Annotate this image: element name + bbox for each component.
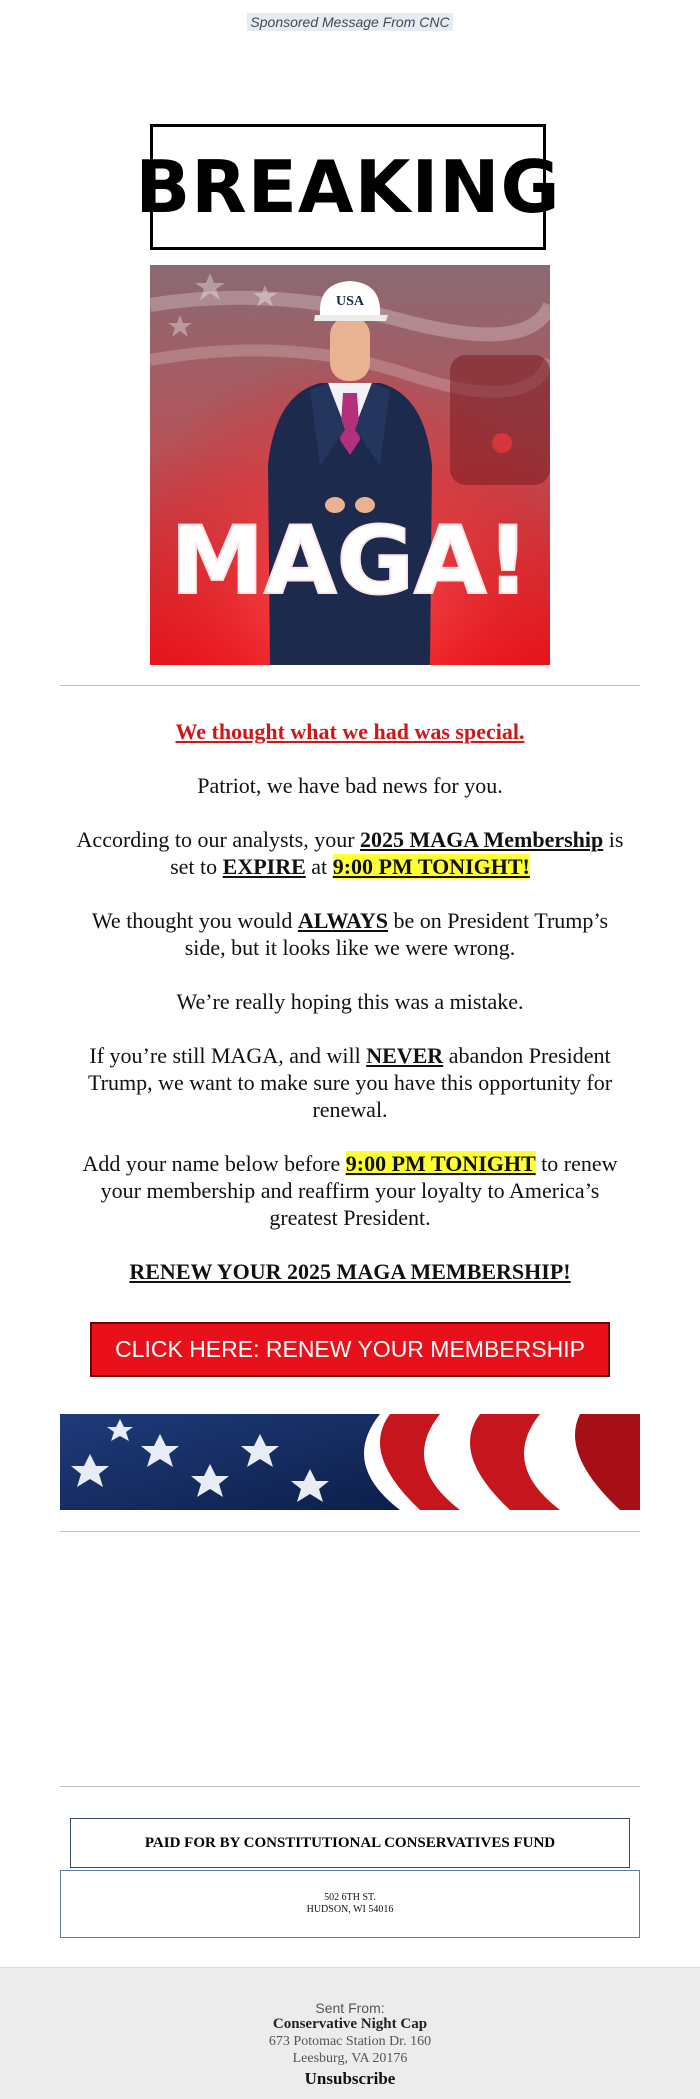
- expire-emphasis: EXPIRE: [222, 854, 306, 879]
- footer-address-1: 673 Potomac Station Dr. 160: [268, 2034, 432, 2049]
- headline: We thought what we had was special.: [175, 719, 525, 744]
- deadline-highlight: 9:00 PM TONIGHT!: [332, 854, 530, 879]
- paragraph-always: We thought you would ALWAYS be on President Trump’s side, but it looks like we were wrong.: [91, 908, 609, 960]
- sender-org: Conservative Night Cap: [272, 2016, 428, 2032]
- paragraph-add-name: Add your name below before 9:00 PM TONIGHT to renew your membership and reaffirm your loyalty to America’s greatest President.: [82, 1151, 618, 1230]
- divider-top: [60, 685, 640, 686]
- email-footer: [0, 1967, 700, 2099]
- hero-image[interactable]: [150, 265, 550, 665]
- sent-from-label: Sent From:: [315, 2000, 385, 2016]
- american-flag-image[interactable]: [60, 1414, 640, 1510]
- paragraph-never: If you’re still MAGA, and will NEVER abandon President Trump, we want to make sure you have this opportunity for renewal.: [87, 1043, 613, 1122]
- deadline-highlight-2: 9:00 PM TONIGHT: [345, 1151, 536, 1176]
- maga-overlay-text: MAGA!: [170, 507, 530, 616]
- never-emphasis: NEVER: [366, 1043, 444, 1068]
- renew-membership-button[interactable]: CLICK HERE: RENEW YOUR MEMBERSHIP: [90, 1322, 610, 1377]
- sender-address: [60, 1870, 640, 1938]
- breaking-text: BREAKING: [135, 145, 561, 229]
- divider-middle: [60, 1531, 640, 1532]
- message-body: [70, 718, 630, 1312]
- address-line-2: HUDSON, WI 54016: [306, 1904, 394, 1915]
- always-emphasis: ALWAYS: [297, 908, 389, 933]
- divider-bottom: [60, 1786, 640, 1787]
- paragraph-mistake: We’re really hoping this was a mistake.: [176, 989, 524, 1014]
- footer-address-2: Leesburg, VA 20176: [292, 2051, 408, 2066]
- cap-text: USA: [335, 294, 365, 309]
- paragraph-bad-news: Patriot, we have bad news for you.: [197, 773, 503, 798]
- paragraph-expire: According to our analysts, your 2025 MAGA Membership is set to EXPIRE at 9:00 PM TONIGHT!: [76, 827, 624, 879]
- address-line-1: 502 6TH ST.: [324, 1892, 376, 1903]
- unsubscribe-link[interactable]: Unsubscribe: [304, 2069, 396, 2088]
- membership-emphasis: 2025 MAGA Membership: [360, 827, 604, 852]
- sponsor-text: Sponsored Message From CNC: [247, 13, 452, 31]
- sponsor-header: [0, 14, 700, 32]
- paid-for-disclaimer: PAID FOR BY CONSTITUTIONAL CONSERVATIVES FUND: [70, 1818, 630, 1868]
- renew-heading[interactable]: RENEW YOUR 2025 MAGA MEMBERSHIP!: [129, 1259, 571, 1284]
- breaking-banner: [135, 124, 561, 250]
